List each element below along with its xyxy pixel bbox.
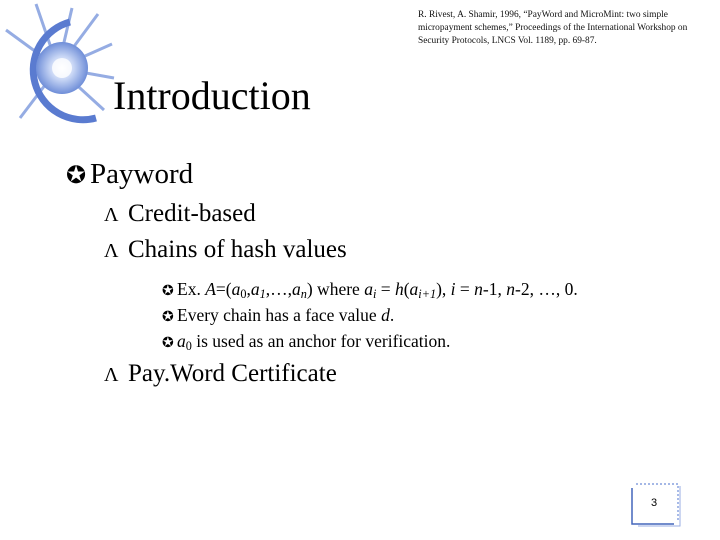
formula-part: a <box>364 279 373 299</box>
formula-part: -1, <box>482 279 507 299</box>
bullet-payword <box>66 158 193 191</box>
formula-part: a <box>231 279 241 299</box>
formula-part: ), <box>436 279 451 299</box>
bullet-text: Chains of hash values <box>128 236 347 263</box>
formula-part: n <box>506 279 515 299</box>
formula-part: 0 <box>240 287 247 302</box>
page-number-box <box>630 480 684 528</box>
small-star-bullet-icon: ✪ <box>162 310 174 325</box>
formula-part: ) where <box>306 279 365 299</box>
sun-logo <box>0 0 130 150</box>
bullet-text: is used as an anchor for verification. <box>191 331 451 351</box>
bullet-credit-based <box>104 200 256 228</box>
formula-part: = <box>376 279 395 299</box>
anchor-sub: 0 <box>185 339 192 354</box>
hat-bullet-icon: Λ <box>104 364 119 386</box>
example-prefix: Ex. <box>177 279 206 299</box>
small-star-bullet-icon: ✪ <box>162 336 174 351</box>
anchor-var: a <box>177 331 186 351</box>
formula-part: i <box>372 287 377 302</box>
formula-part: a <box>409 279 419 299</box>
formula-part: 1 <box>259 287 266 302</box>
formula-part: n <box>474 279 483 299</box>
formula-part: i <box>450 279 456 299</box>
small-star-bullet-icon: ✪ <box>162 284 174 299</box>
formula-part: A <box>205 279 216 299</box>
formula-part: ,…, <box>265 279 292 299</box>
formula-part: n <box>300 287 307 302</box>
bullet-chains <box>104 236 347 264</box>
formula-part: a <box>250 279 260 299</box>
formula-part: i+1 <box>418 287 437 302</box>
bullet-anchor <box>162 331 450 352</box>
citation-text: R. Rivest, A. Shamir, 1996, “PayWord and MicroMint: two simple micropayment schemes,” Proceedings of the International Workshop on Security Protocols, LNCS Vol. 1189, pp. 69-87. <box>418 10 688 46</box>
formula-part: -2, …, 0. <box>515 279 578 299</box>
bullet-example <box>162 279 578 300</box>
hat-bullet-icon: Λ <box>104 240 119 262</box>
bullet-text: Pay.Word Certificate <box>128 360 337 387</box>
bullet-text: Every chain has a face value <box>177 305 382 325</box>
formula-part: =( <box>215 279 232 299</box>
bullet-text: Credit-based <box>128 200 256 227</box>
star-bullet-icon: ✪ <box>66 163 87 189</box>
bullet-every-chain <box>162 305 394 326</box>
hat-bullet-icon: Λ <box>104 204 119 226</box>
formula-part: , <box>246 279 251 299</box>
formula-part: h <box>394 279 404 299</box>
page-number: 3 <box>650 497 658 509</box>
bullet-text: Payword <box>90 158 194 190</box>
formula-part: ( <box>403 279 410 299</box>
formula-part: = <box>455 279 475 299</box>
bullet-text: . <box>389 305 395 325</box>
slide-title: Introduction <box>113 73 311 118</box>
face-value-var: d <box>381 305 390 325</box>
formula-part: a <box>291 279 301 299</box>
bullet-certificate <box>104 360 337 388</box>
